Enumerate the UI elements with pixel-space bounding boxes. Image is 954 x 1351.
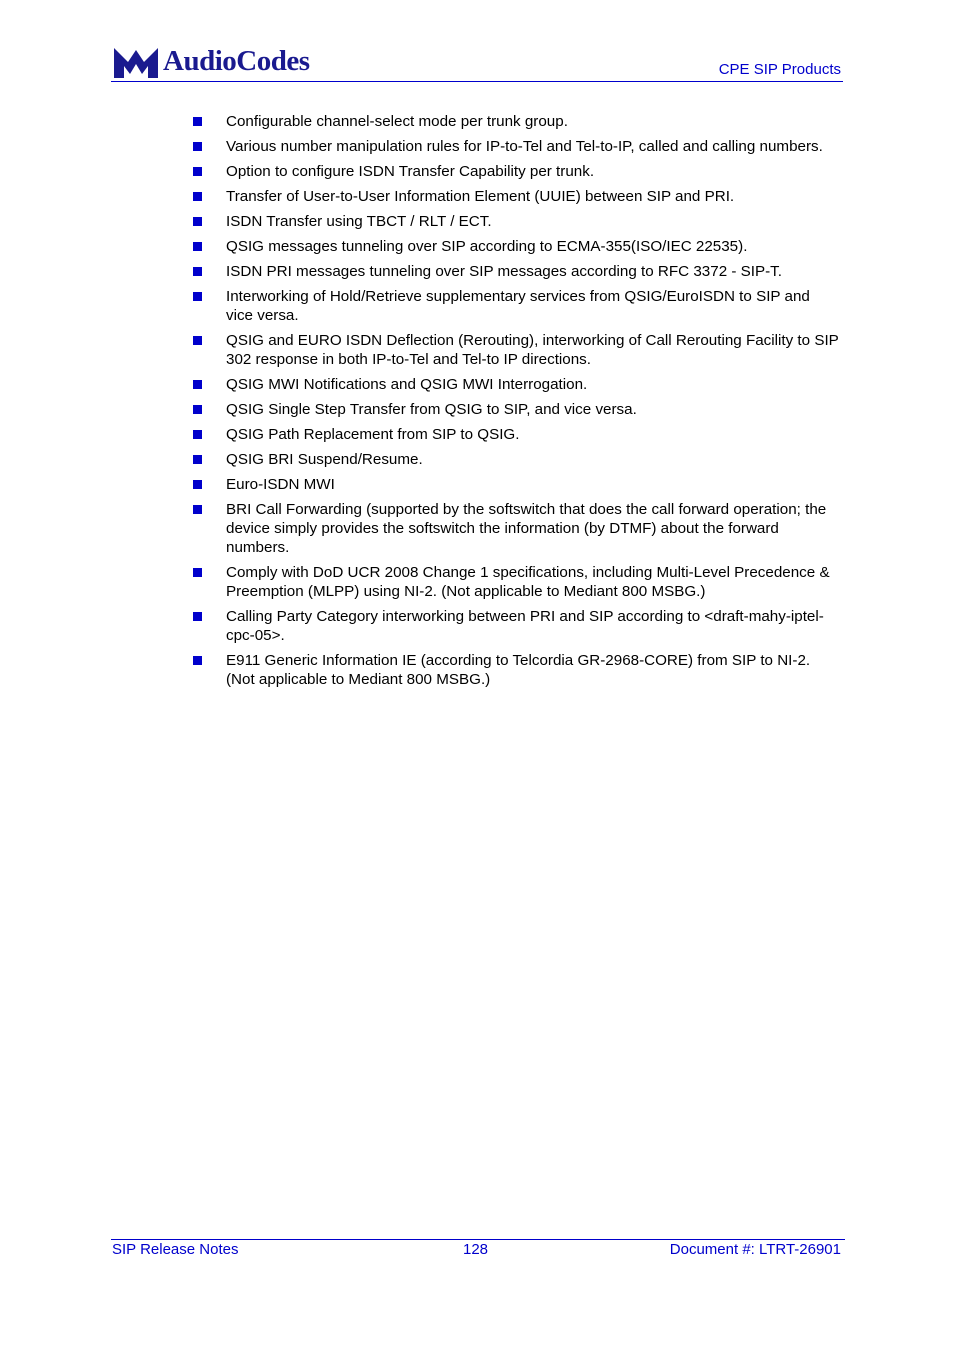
square-bullet-icon <box>193 405 202 414</box>
list-item-text: QSIG Single Step Transfer from QSIG to SIP, and vice versa. <box>226 401 637 418</box>
list-item <box>191 563 841 601</box>
square-bullet-icon <box>193 656 202 665</box>
list-item <box>191 112 841 131</box>
list-item <box>191 500 841 557</box>
footer-document-number: Document #: LTRT-26901 <box>669 1241 841 1258</box>
list-item-text: Euro-ISDN MWI <box>226 476 335 493</box>
list-item <box>191 187 841 206</box>
list-item <box>191 375 841 394</box>
list-item-text: QSIG and EURO ISDN Deflection (Rerouting), interworking of Call Rerouting Facility to SIP 302 response in both IP-to-Tel and Tel-to IP directions. <box>226 332 839 368</box>
square-bullet-icon <box>193 505 202 514</box>
footer-page-number: 128 <box>463 1241 489 1258</box>
list-item-text: QSIG BRI Suspend/Resume. <box>226 451 423 468</box>
square-bullet-icon <box>193 117 202 126</box>
header-title: CPE SIP Products <box>718 61 841 78</box>
square-bullet-icon <box>193 568 202 577</box>
audiocodes-logo <box>114 43 310 79</box>
list-item <box>191 287 841 325</box>
square-bullet-icon <box>193 455 202 464</box>
square-bullet-icon <box>193 167 202 176</box>
square-bullet-icon <box>193 292 202 301</box>
page-header <box>111 40 843 82</box>
list-item <box>191 212 841 231</box>
list-item-text: ISDN Transfer using TBCT / RLT / ECT. <box>226 213 492 230</box>
footer-divider <box>111 1239 845 1240</box>
square-bullet-icon <box>193 217 202 226</box>
list-item-text: Configurable channel-select mode per trunk group. <box>226 113 568 130</box>
list-item-text: ISDN PRI messages tunneling over SIP messages according to RFC 3372 - SIP-T. <box>226 263 782 280</box>
list-item <box>191 651 841 689</box>
list-item-text: Calling Party Category interworking between PRI and SIP according to <draft-mahy-iptel-cpc-05>. <box>226 608 824 644</box>
list-item <box>191 425 841 444</box>
list-item-text: Interworking of Hold/Retrieve supplementary services from QSIG/EuroISDN to SIP and vice versa. <box>226 288 810 324</box>
square-bullet-icon <box>193 380 202 389</box>
list-item <box>191 607 841 645</box>
list-item <box>191 137 841 156</box>
list-item-text: E911 Generic Information IE (according to Telcordia GR-2968-CORE) from SIP to NI-2. (Not applicable to Mediant 800 MSBG.) <box>226 652 811 688</box>
square-bullet-icon <box>193 142 202 151</box>
list-item <box>191 162 841 181</box>
square-bullet-icon <box>193 242 202 251</box>
list-item-text: Various number manipulation rules for IP-to-Tel and Tel-to-IP, called and calling numbers. <box>226 138 823 155</box>
header-divider <box>111 81 843 82</box>
list-item-text: BRI Call Forwarding (supported by the softswitch that does the call forward operation; the device simply provides the softswitch the information (by DTMF) about the forward numbers. <box>226 501 827 556</box>
square-bullet-icon <box>193 480 202 489</box>
feature-list <box>191 112 841 695</box>
list-item <box>191 262 841 281</box>
list-item-text: Transfer of User-to-User Information Element (UUIE) between SIP and PRI. <box>226 188 735 205</box>
audiocodes-logo-icon <box>114 44 158 78</box>
square-bullet-icon <box>193 192 202 201</box>
list-item-text: QSIG MWI Notifications and QSIG MWI Interrogation. <box>226 376 588 393</box>
footer-document-title: SIP Release Notes <box>112 1241 239 1258</box>
list-item-text: Option to configure ISDN Transfer Capability per trunk. <box>226 163 595 180</box>
list-item <box>191 450 841 469</box>
square-bullet-icon <box>193 336 202 345</box>
logo-text: AudioCodes <box>163 45 310 77</box>
square-bullet-icon <box>193 430 202 439</box>
list-item-text: Comply with DoD UCR 2008 Change 1 specifications, including Multi-Level Precedence & Preemption (MLPP) using NI-2. (Not applicable to Mediant 800 MSBG.) <box>226 564 830 600</box>
list-item <box>191 331 841 369</box>
list-item <box>191 237 841 256</box>
list-item <box>191 400 841 419</box>
list-item-text: QSIG Path Replacement from SIP to QSIG. <box>226 426 520 443</box>
square-bullet-icon <box>193 267 202 276</box>
square-bullet-icon <box>193 612 202 621</box>
list-item-text: QSIG messages tunneling over SIP according to ECMA-355(ISO/IEC 22535). <box>226 238 748 255</box>
list-item <box>191 475 841 494</box>
